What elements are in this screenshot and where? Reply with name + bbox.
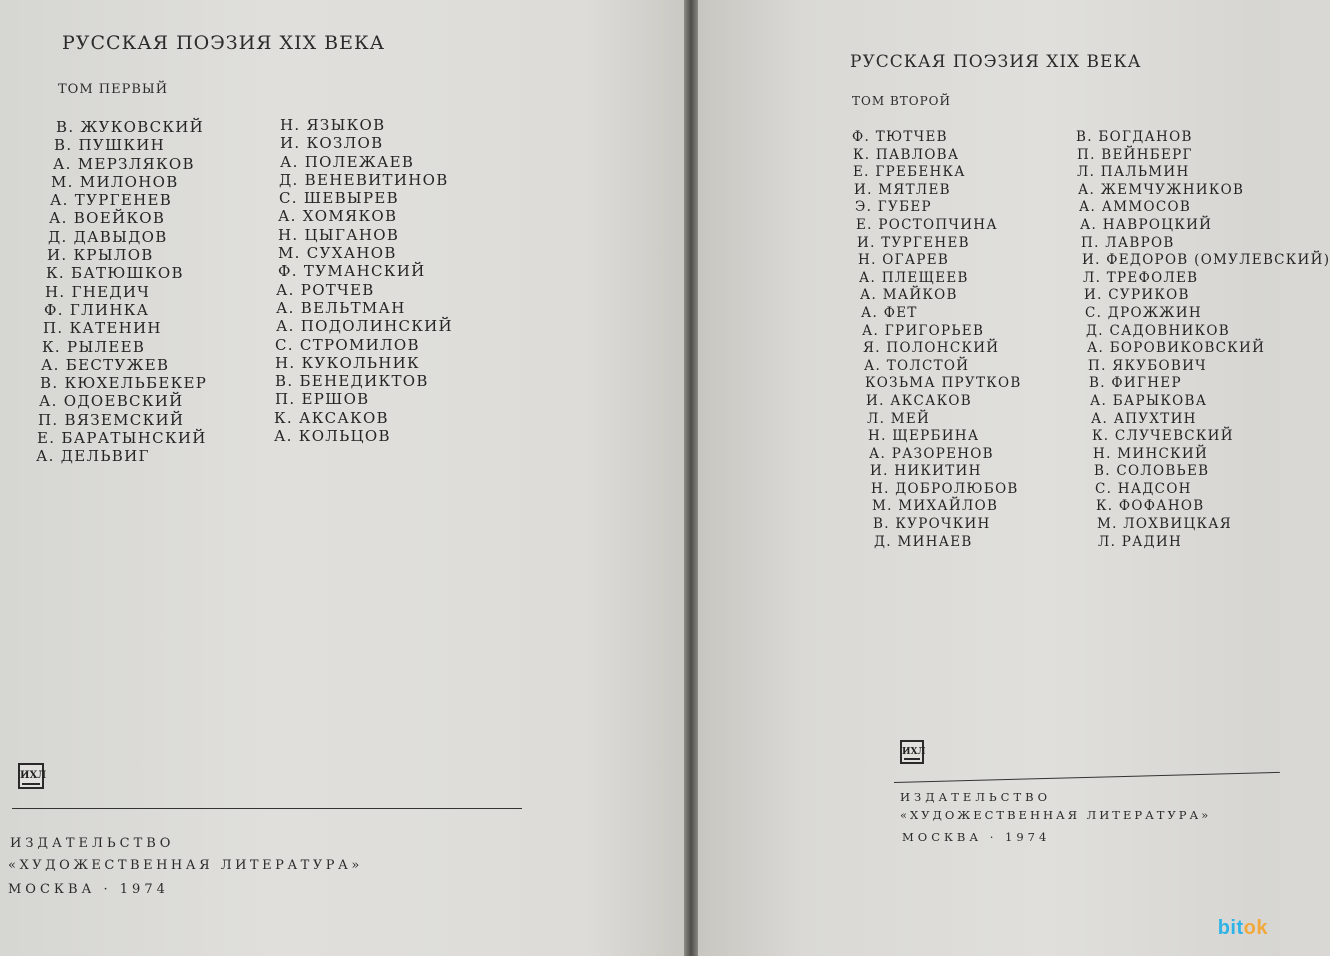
publisher-name: «ХУДОЖЕСТВЕННАЯ ЛИТЕРАТУРА» xyxy=(8,858,363,873)
author-name: Е. ГРЕБЕНКА xyxy=(853,164,966,181)
author-name: А. БЕСТУЖЕВ xyxy=(41,355,170,374)
author-name: М. ЛОХВИЦКАЯ xyxy=(1097,516,1232,533)
publisher-city-year: МОСКВА · 1974 xyxy=(902,830,1051,844)
author-name: М. МИЛОНОВ xyxy=(51,172,179,191)
author-name: А. ТУРГЕНЕВ xyxy=(50,191,173,210)
author-name: Л. ПАЛЬМИН xyxy=(1077,164,1190,181)
right-page-title: РУССКАЯ ПОЭЗИЯ XIX ВЕКА xyxy=(850,52,1142,72)
author-name: С. ДРОЖЖИН xyxy=(1085,304,1202,321)
author-name: И. ТУРГЕНЕВ xyxy=(857,234,970,251)
publisher-name: «ХУДОЖЕСТВЕННАЯ ЛИТЕРАТУРА» xyxy=(900,808,1212,822)
author-name: С. СТРОМИЛОВ xyxy=(275,335,420,354)
author-name: А. НАВРОЦКИЙ xyxy=(1080,216,1213,233)
left-volume-label: ТОМ ПЕРВЫЙ xyxy=(58,82,169,97)
author-name: П. ЯКУБОВИЧ xyxy=(1088,357,1207,374)
author-name: К. АКСАКОВ xyxy=(274,408,389,427)
author-name: М. СУХАНОВ xyxy=(278,244,397,263)
author-name: Н. ДОБРОЛЮБОВ xyxy=(871,480,1019,497)
author-name: И. СУРИКОВ xyxy=(1084,287,1190,304)
divider-rule xyxy=(12,808,522,809)
author-name: В. ПУШКИН xyxy=(54,136,166,155)
right-authors-column-2 xyxy=(1074,129,1330,551)
author-name: А. БОРОВИКОВСКИЙ xyxy=(1087,340,1266,357)
author-name: А. РАЗОРЕНОВ xyxy=(869,445,994,462)
author-name: Н. КУКОЛЬНИК xyxy=(275,353,420,372)
author-name: А. ПЛЕЩЕЕВ xyxy=(859,269,969,286)
author-name: Н. ОГАРЕВ xyxy=(858,252,950,269)
publisher-logo: ИХЛ xyxy=(18,763,44,789)
author-name: С. ШЕВЫРЕВ xyxy=(279,189,399,208)
publisher-label: ИЗДАТЕЛЬСТВО xyxy=(10,836,175,851)
author-name: В. БОГДАНОВ xyxy=(1076,129,1193,145)
publisher-logo: ИХЛ xyxy=(900,740,924,764)
right-volume-label: ТОМ ВТОРОЙ xyxy=(852,94,951,108)
author-name: Н. ЦЫГАНОВ xyxy=(278,225,400,244)
author-name: М. МИХАЙЛОВ xyxy=(872,498,999,515)
author-name: Д. САДОВНИКОВ xyxy=(1086,322,1230,339)
author-name: И. КОЗЛОВ xyxy=(280,134,384,153)
author-name: В. КЮХЕЛЬБЕКЕР xyxy=(40,374,208,393)
author-name: Ф. ТУМАНСКИЙ xyxy=(278,262,426,281)
author-name: А. ФЕТ xyxy=(861,304,918,321)
author-name: Ф. ГЛИНКА xyxy=(44,300,150,319)
author-name: К. ПАВЛОВА xyxy=(853,146,960,163)
watermark-text-accent: ok xyxy=(1243,917,1268,939)
author-name: А. ГРИГОРЬЕВ xyxy=(862,322,985,339)
author-name: Н. МИНСКИЙ xyxy=(1093,445,1209,462)
author-name: К. СЛУЧЕВСКИЙ xyxy=(1092,428,1234,445)
author-name: Д. МИНАЕВ xyxy=(874,533,973,550)
author-name: К. РЫЛЕЕВ xyxy=(42,337,146,356)
author-name: А. ДЕЛЬВИГ xyxy=(36,447,150,466)
right-page xyxy=(698,0,1330,956)
author-name: А. ВЕЛЬТМАН xyxy=(276,298,406,317)
author-name: Э. ГУБЕР xyxy=(855,199,932,216)
author-name: А. ОДОЕВСКИЙ xyxy=(39,392,184,411)
watermark-text: bit xyxy=(1217,917,1244,939)
author-name: П. ВЕЙНБЕРГ xyxy=(1077,146,1193,163)
author-name: А. БАРЫКОВА xyxy=(1090,392,1208,409)
author-name: А. ПОДОЛИНСКИЙ xyxy=(276,317,453,336)
author-name: Д. ВЕНЕВИТИНОВ xyxy=(279,170,449,189)
author-name: КОЗЬМА ПРУТКОВ xyxy=(865,375,1022,392)
author-name: Е. РОСТОПЧИНА xyxy=(856,216,998,233)
author-name: Л. МЕЙ xyxy=(867,410,931,427)
author-name: Н. ЩЕРБИНА xyxy=(868,428,980,445)
author-name: А. ЖЕМЧУЖНИКОВ xyxy=(1078,181,1245,198)
author-name: К. ФОФАНОВ xyxy=(1096,498,1205,515)
author-name: А. МЕРЗЛЯКОВ xyxy=(53,154,195,173)
right-authors-column-1 xyxy=(850,129,1022,551)
author-name: А. АММОСОВ xyxy=(1079,199,1192,216)
author-name: С. НАДСОН xyxy=(1095,480,1192,497)
book-gutter xyxy=(684,0,698,956)
author-name: В. ФИГНЕР xyxy=(1089,375,1182,392)
author-name: В. ЖУКОВСКИЙ xyxy=(56,118,205,136)
author-name: И. КРЫЛОВ xyxy=(47,246,154,265)
author-name: И. АКСАКОВ xyxy=(866,392,973,409)
author-name: И. НИКИТИН xyxy=(870,463,982,480)
author-name: П. ЕРШОВ xyxy=(275,390,370,409)
author-name: А. ХОМЯКОВ xyxy=(278,207,398,226)
author-name: Я. ПОЛОНСКИЙ xyxy=(863,340,1000,357)
author-name: Н. ЯЗЫКОВ xyxy=(280,116,386,134)
author-name: И. МЯТЛЕВ xyxy=(854,181,951,198)
author-name: Л. ТРЕФОЛЕВ xyxy=(1083,269,1199,286)
author-name: К. БАТЮШКОВ xyxy=(46,264,184,283)
author-name: А. КОЛЬЦОВ xyxy=(274,427,391,446)
publisher-label: ИЗДАТЕЛЬСТВО xyxy=(900,790,1052,804)
author-name: В. СОЛОВЬЕВ xyxy=(1094,463,1210,480)
author-name: А. ПОЛЕЖАЕВ xyxy=(280,152,415,171)
author-name: Д. ДАВЫДОВ xyxy=(48,227,168,246)
site-watermark-logo xyxy=(1218,917,1268,940)
author-name: П. ЛАВРОВ xyxy=(1081,234,1175,251)
author-name: А. ТОЛСТОЙ xyxy=(864,357,970,374)
author-name: П. КАТЕНИН xyxy=(43,319,162,338)
author-name: Н. ГНЕДИЧ xyxy=(45,282,151,301)
publisher-city-year: МОСКВА · 1974 xyxy=(8,882,169,897)
author-name: П. ВЯЗЕМСКИЙ xyxy=(38,410,185,429)
divider-rule xyxy=(894,772,1280,783)
author-name: А. АПУХТИН xyxy=(1091,410,1197,427)
author-name: Л. РАДИН xyxy=(1098,533,1183,550)
author-name: А. МАЙКОВ xyxy=(860,287,958,304)
left-page-title: РУССКАЯ ПОЭЗИЯ XIX ВЕКА xyxy=(62,32,386,54)
author-name: Ф. ТЮТЧЕВ xyxy=(852,129,948,145)
left-authors-column-2 xyxy=(268,116,453,445)
author-name: А. ВОЕЙКОВ xyxy=(49,209,166,228)
author-name: В. КУРОЧКИН xyxy=(873,516,991,533)
author-name: Е. БАРАТЫНСКИЙ xyxy=(37,429,207,448)
author-name: В. БЕНЕДИКТОВ xyxy=(275,372,429,391)
author-name: И. ФЕДОРОВ (ОМУЛЕВСКИЙ) xyxy=(1082,252,1330,269)
author-name: А. РОТЧЕВ xyxy=(276,280,375,299)
left-authors-column-1 xyxy=(36,118,207,466)
